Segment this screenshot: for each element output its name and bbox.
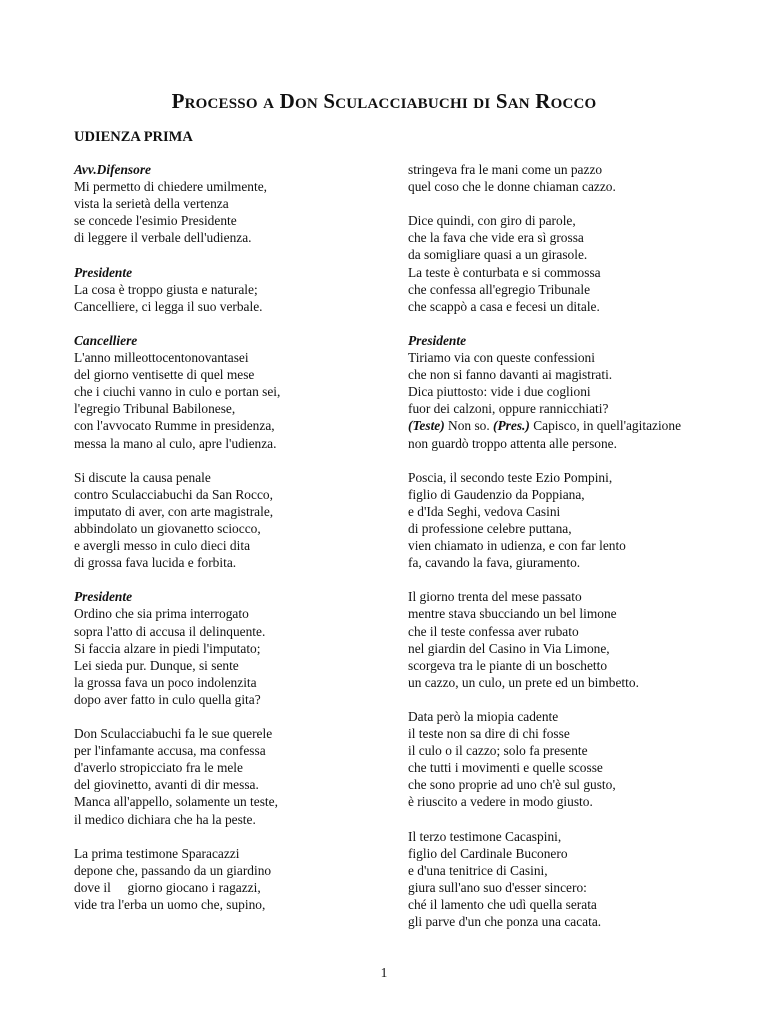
- stanza-break: [408, 315, 748, 332]
- verse-line: Cancelliere, ci legga il suo verbale.: [74, 298, 263, 314]
- verse-line: dove il giorno giocano i ragazzi,: [74, 879, 261, 895]
- verse-line: nel giardin del Casino in Via Limone,: [408, 640, 610, 656]
- verse-line: imputato di aver, con arte magistrale,: [74, 503, 274, 519]
- verse-line: depone che, passando da un giardino: [74, 862, 272, 878]
- verse-line: Il giorno trenta del mese passato: [408, 589, 582, 605]
- verse-line: che la fava che vide era sì grossa: [408, 230, 584, 246]
- verse-line: mentre stava sbucciando un bel limone: [408, 606, 617, 622]
- verse-line: non guardò troppo attenta alle persone.: [408, 435, 617, 451]
- verse-line: figlio del Cardinale Buconero: [408, 845, 568, 861]
- verse-line: [408, 417, 748, 434]
- speaker-label: Cancelliere: [74, 332, 138, 348]
- stanza-break: [74, 246, 394, 263]
- verse-line: del giovinetto, avanti di dir messa.: [74, 777, 259, 793]
- verse-line: vien chiamato in udienza, e con far lento: [408, 538, 626, 554]
- verse-line: scorgeva tra le piante di un boschetto: [408, 657, 608, 673]
- stanza-break: [408, 195, 748, 212]
- verse-line: Lei sieda pur. Dunque, si sente: [74, 657, 239, 673]
- speaker-tag: (Pres.): [493, 418, 530, 434]
- verse-line: che scappò a casa e fecesi un ditale.: [408, 298, 600, 314]
- speaker-label: Presidente: [74, 589, 133, 605]
- verse-line: La teste è conturbata e si commossa: [408, 264, 601, 280]
- verse-line: figlio di Gaudenzio da Poppiana,: [408, 486, 585, 502]
- section-heading: UDIENZA PRIMA: [74, 129, 193, 145]
- verse-line: di professione celebre puttana,: [408, 520, 572, 536]
- verse-line: che tutti i movimenti e quelle scosse: [408, 760, 603, 776]
- verse-line: è riuscito a vedere in modo giusto.: [408, 794, 593, 810]
- verse-line: Dice quindi, con giro di parole,: [408, 213, 576, 229]
- speaker-label: Presidente: [408, 332, 467, 348]
- verse-line: l'egregio Tribunal Babilonese,: [74, 401, 236, 417]
- verse-line: dopo aver fatto in culo quella gita?: [74, 691, 261, 707]
- verse-line: e d'una tenitrice di Casini,: [408, 862, 548, 878]
- speaker-tag: (Teste): [408, 418, 445, 434]
- verse-line: stringeva fra le mani come un pazzo: [408, 162, 603, 177]
- verse-line: che i ciuchi vanno in culo e portan sei,: [74, 384, 281, 400]
- verse-line: quel coso che le donne chiaman cazzo.: [408, 179, 616, 195]
- page-title: Processo a Don Sculacciabuchi di San Rocco: [171, 89, 597, 113]
- verse-line: Si discute la causa penale: [74, 469, 211, 485]
- verse-line: con l'avvocato Rumme in presidenza,: [74, 418, 275, 434]
- verse-line: e avergli messo in culo dieci dita: [74, 538, 251, 554]
- stanza-break: [74, 708, 394, 725]
- verse-line: il culo o il cazzo; solo fa presente: [408, 743, 588, 759]
- verse-line: Il terzo testimone Cacaspini,: [408, 828, 562, 844]
- verse-line: un cazzo, un culo, un prete ed un bimbetto.: [408, 674, 639, 690]
- verse-line: messa la mano al culo, apre l'udienza.: [74, 435, 277, 451]
- verse-line: che sono proprie ad uno ch'è sul gusto,: [408, 777, 616, 793]
- verse-line: che non si fanno davanti ai magistrati.: [408, 367, 613, 383]
- verse-line: Si faccia alzare in piedi l'imputato;: [74, 640, 261, 656]
- stanza-break: [74, 315, 394, 332]
- verse-text: Non so.: [444, 418, 494, 434]
- verse-line: L'anno milleottocentonovantasei: [74, 350, 249, 366]
- stanza-break: [74, 571, 394, 588]
- verse-line: giura sull'ano suo d'esser sincero:: [408, 879, 587, 895]
- speaker-label: Presidente: [74, 264, 133, 280]
- verse-line: Data però la miopia cadente: [408, 709, 559, 724]
- left-column: [74, 161, 394, 913]
- verse-line: per l'infamante accusa, ma confessa: [74, 743, 266, 759]
- verse-line: il medico dichiara che ha la peste.: [74, 811, 256, 827]
- right-column: [408, 161, 748, 930]
- verse-line: Dica piuttosto: vide i due coglioni: [408, 384, 591, 400]
- verse-line: e d'Ida Seghi, vedova Casini: [408, 503, 561, 519]
- verse-line: se concede l'esimio Presidente: [74, 213, 237, 229]
- stanza-break: [74, 452, 394, 469]
- page-number: 1: [380, 965, 388, 980]
- verse-line: Manca all'appello, solamente un teste,: [74, 794, 278, 810]
- verse-line: Mi permetto di chiedere umilmente,: [74, 179, 267, 195]
- verse-line: fuor dei calzoni, oppure rannicchiati?: [408, 401, 609, 417]
- verse-line: vide tra l'erba un uomo che, supino,: [74, 897, 266, 913]
- verse-line: sopra l'atto di accusa il delinquente.: [74, 623, 266, 639]
- verse-line: Poscia, il secondo teste Ezio Pompini,: [408, 469, 613, 485]
- verse-line: contro Sculacciabuchi da San Rocco,: [74, 486, 273, 502]
- verse-line: Tiriamo via con queste confessioni: [408, 350, 595, 366]
- stanza-break: [408, 811, 748, 828]
- verse-line: il teste non sa dire di chi fosse: [408, 726, 570, 742]
- verse-line: vista la serietà della vertenza: [74, 196, 229, 212]
- verse-line: di leggere il verbale dell'udienza.: [74, 230, 252, 246]
- stanza-break: [74, 828, 394, 845]
- speaker-label: Avv.Difensore: [74, 162, 151, 177]
- verse-line: fa, cavando la fava, giuramento.: [408, 555, 581, 571]
- verse-line: del giorno ventisette di quel mese: [74, 367, 255, 383]
- verse-line: la grossa fava un poco indolenzita: [74, 674, 257, 690]
- verse-line: da somigliare quasi a un girasole.: [408, 247, 588, 263]
- verse-line: abbindolato un giovanetto sciocco,: [74, 520, 261, 536]
- stanza-break: [408, 452, 748, 469]
- verse-line: che il teste confessa aver rubato: [408, 623, 579, 639]
- verse-text: Capisco, in quell'agitazione: [529, 418, 682, 434]
- verse-line: gli parve d'un che ponza una cacata.: [408, 914, 602, 930]
- verse-line: che confessa all'egregio Tribunale: [408, 281, 591, 297]
- verse-line: ché il lamento che udì quella serata: [408, 897, 597, 913]
- verse-line: Don Sculacciabuchi fa le sue querele: [74, 726, 273, 742]
- verse-line: di grossa fava lucida e forbita.: [74, 555, 237, 571]
- verse-line: Ordino che sia prima interrogato: [74, 606, 249, 622]
- stanza-break: [408, 571, 748, 588]
- verse-line: d'averlo stropicciato fra le mele: [74, 760, 243, 776]
- verse-line: La prima testimone Sparacazzi: [74, 845, 240, 861]
- verse-line: La cosa è troppo giusta e naturale;: [74, 281, 258, 297]
- stanza-break: [408, 691, 748, 708]
